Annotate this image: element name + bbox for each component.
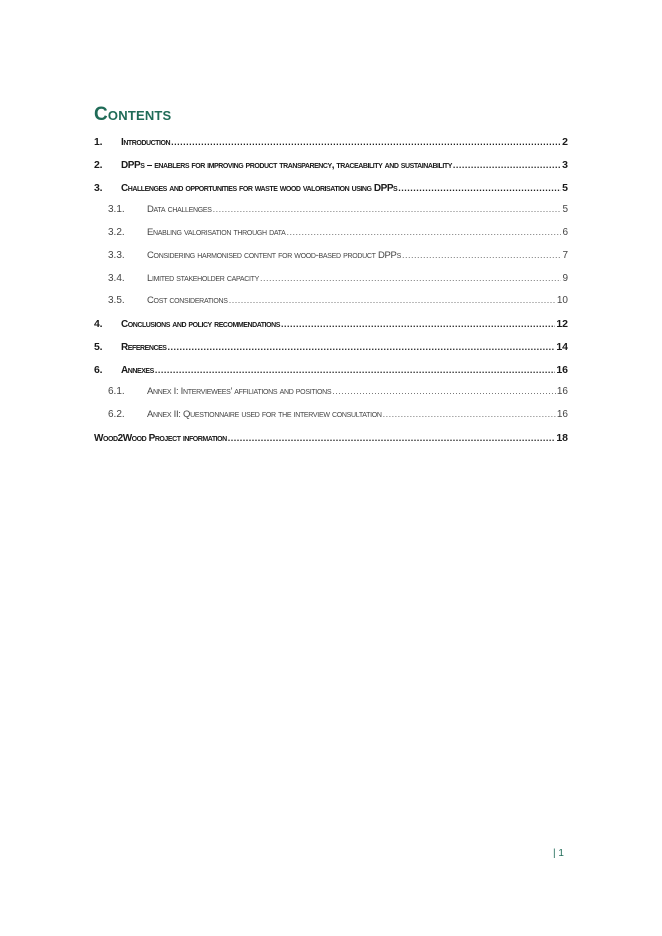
toc-page: 12 [556, 318, 568, 330]
toc-entry[interactable] [94, 364, 568, 380]
toc-leader [229, 295, 556, 305]
toc-number: 6. [94, 364, 103, 376]
toc-number: 6.2. [108, 409, 125, 420]
toc-number: 3.2. [108, 227, 125, 238]
toc-page: 2 [562, 136, 568, 148]
toc-leader [260, 273, 561, 283]
toc-leader [213, 204, 562, 214]
toc-entry[interactable] [94, 250, 568, 266]
toc-label: Conclusions and policy recommendations [121, 319, 280, 330]
toc-entry[interactable] [94, 409, 568, 425]
toc-entry[interactable] [94, 341, 568, 357]
toc-number: 3. [94, 182, 103, 194]
toc-leader [281, 319, 555, 329]
toc-page: 16 [556, 364, 568, 376]
toc-label: References [121, 342, 167, 353]
toc-page: 3 [562, 159, 568, 171]
toc-number: 1. [94, 136, 103, 148]
toc-number: 3.5. [108, 295, 125, 306]
toc-entry[interactable] [94, 273, 568, 289]
toc-label: Enabling valorisation through data [147, 227, 286, 238]
toc-page: 5 [562, 182, 568, 194]
toc-leader [228, 433, 556, 443]
toc-page: 6 [562, 227, 568, 238]
toc-entry[interactable] [94, 295, 568, 311]
toc-page: 16 [556, 409, 568, 420]
toc-page: 5 [562, 204, 568, 215]
toc-leader [287, 227, 562, 237]
toc-label: Introduction [121, 137, 171, 148]
toc-entry[interactable] [94, 386, 568, 402]
page-title: Contents [94, 104, 172, 125]
toc-page: 14 [556, 341, 568, 353]
toc-page: 18 [556, 432, 568, 444]
toc-label: Considering harmonised content for wood-based product DPPs [147, 250, 401, 261]
toc-entry[interactable] [94, 136, 568, 152]
page-footer [553, 848, 564, 859]
toc-label: Data challenges [147, 204, 212, 215]
toc-label: Cost considerations [147, 295, 228, 306]
toc-number: 3.4. [108, 273, 125, 284]
toc-label: Annex I: Interviewees’ affiliations and positions [147, 386, 332, 397]
toc-number: 2. [94, 159, 103, 171]
toc-number: 6.1. [108, 386, 125, 397]
toc-leader [383, 409, 556, 419]
toc-entry[interactable] [94, 182, 568, 198]
toc-leader [332, 386, 556, 396]
toc-label: Challenges and opportunities for waste wood valorisation using DPPs [121, 183, 398, 194]
toc-leader [171, 137, 561, 147]
toc-label: Wood2Wood Project information [94, 433, 227, 444]
toc-label: Limited stakeholder capacity [147, 273, 259, 284]
toc-leader [168, 342, 556, 352]
toc-page: 7 [562, 250, 568, 261]
toc-page: 9 [562, 273, 568, 284]
footer-separator: | [553, 848, 556, 859]
toc-label: DPPs – enablers for improving product transparency, traceability and sustainability [121, 160, 452, 171]
toc-entry[interactable] [94, 159, 568, 175]
toc-number: 3.3. [108, 250, 125, 261]
page-number: 1 [558, 848, 564, 859]
toc-leader [398, 183, 561, 193]
toc-leader [402, 250, 561, 260]
toc-label: Annexes [121, 365, 154, 376]
toc-page: 16 [556, 386, 568, 397]
toc-leader [155, 365, 555, 375]
toc-leader [453, 160, 561, 170]
toc-label: Annex II: Questionnaire used for the interview consultation [147, 409, 382, 420]
toc-number: 4. [94, 318, 103, 330]
toc-number: 5. [94, 341, 103, 353]
toc-entry[interactable] [94, 432, 568, 448]
toc-entry[interactable] [94, 204, 568, 220]
toc-entry[interactable] [94, 227, 568, 243]
toc-entry[interactable] [94, 318, 568, 334]
toc-number: 3.1. [108, 204, 125, 215]
toc-page: 10 [556, 295, 568, 306]
